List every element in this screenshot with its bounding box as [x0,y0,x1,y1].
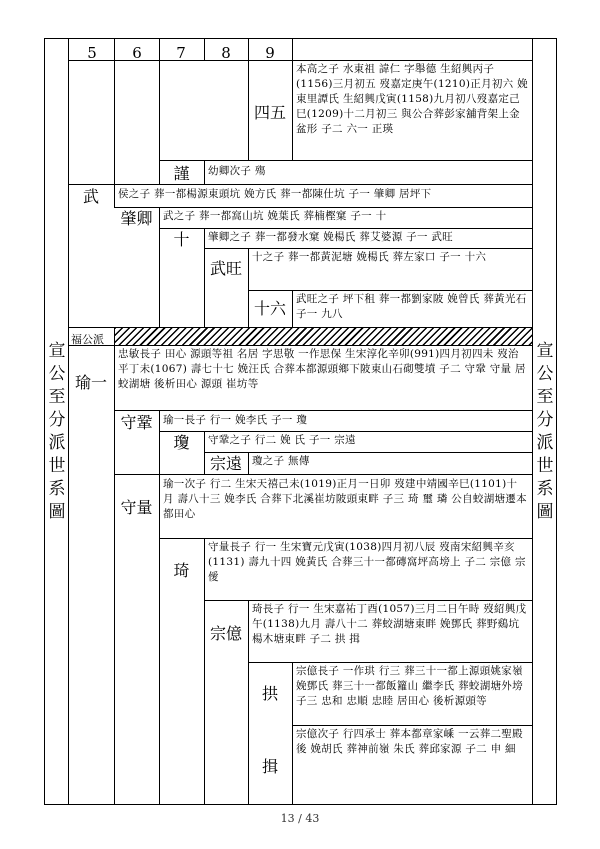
person-name: 武 [82,187,99,206]
column-header-6: 6 [132,44,142,62]
person-name: 宗遠 [209,454,242,473]
person-bio: 琦長子 行一 生宋嘉祐丁酉(1057)三月二日午時 歿紹興戊午(1138)九月 壽八十二 葬蛟湖塘東畔 娩鄧氏 葬野鷄坑楊木塘東畔 子二 拱 揖 [252,603,527,645]
person-name: 守鞏 [120,413,153,432]
person-name: 拱 [261,684,278,703]
person-bio: 守量長子 行一 生宋寶元戊寅(1038)四月初八辰 歿南宋紹興辛亥(1131) 壽九十四 娩黃氏 合葬三十一都磚窩坪高塝上 子二 宗億 宗僾 [208,541,526,583]
person-bio: 宗億次子 行四承士 葬本都章家嵊 一云葬二聖殿後 娩胡氏 葬神前嶺 朱氏 葬邱家源 子二 申 細 [296,728,523,755]
person-bio: 肇卿之子 葬一都發水窠 娩楊氏 葬艾婆源 子一 武旺 [208,231,453,243]
person-bio: 本高之子 水東祖 諱仁 字舉德 生紹興丙子(1156)三月初五 歿嘉定庚午(1210)正月初六 娩東里譚氏 生紹興戊寅(1158)九月初八歿嘉定己巳(1209)十二月初三 與公合葬彭家舖背架上金盆形 子二 六一 正瑛 [296,63,528,135]
person-name: 琦 [173,561,190,580]
person-bio: 十之子 葬一都黃泥塘 娩楊氏 葬左家口 子一 十六 [252,251,487,263]
branch-label: 福公派 [71,333,104,346]
person-bio: 幼卿次子 殤 [208,165,266,177]
column-header-7: 7 [176,44,186,62]
person-name: 十 [173,230,190,249]
side-title-right: 宣 公 至 分 派 世 系 圖 [536,341,554,522]
side-title-left: 宣 公 至 分 派 世 系 圖 [48,341,66,522]
person-bio: 宗億長子 一作珙 行三 葬三十一都上源頭姚家嶺 娩鄧氏 葬三十一都飯籮山 繼李氏 葬蛟湖塘外塝 子三 忠和 忠順 忠睦 居田心 後析源頭等 [296,665,523,707]
person-bio: 守鞏之子 行二 娩 氏 子一 宗遠 [208,434,356,446]
person-bio: 瓊之子 無傳 [252,455,310,467]
column-header-9: 9 [265,44,275,62]
person-name: 揖 [261,757,278,776]
branch-hatch-bar [114,328,532,345]
person-bio: 瑜一長子 行一 娩李氏 子一 瓊 [163,414,308,426]
column-header-8: 8 [221,44,231,62]
person-name: 肇卿 [120,209,153,228]
person-name: 瑜一 [74,373,107,392]
person-bio: 武之子 葬一都窩山坑 娩葉氏 葬楠樫窠 子一 十 [163,210,387,222]
person-name: 守量 [120,498,153,517]
person-name: 武旺 [209,259,242,278]
column-header-5: 5 [87,44,97,62]
person-name: 瓊 [173,433,190,452]
person-bio: 忠敏長子 田心 源頭等祖 名居 字思敬 一作思保 生宋淳化辛卯(991)四月初四未 歿治平丁未(1067) 壽七十七 娩汪氏 合葬本都源頭鄉下陂東山石砌雙墳 子二 守鞏 守量 居蛟湖塘 後析田心 源頭 崔坊等 [118,348,526,390]
person-name: 謹 [173,164,190,183]
page-number: 13 / 43 [280,812,320,825]
person-bio: 武旺之子 坪下租 葬一都劉家陂 娩曾氏 葬黃光石 子一 九八 [296,293,527,320]
person-name: 十六 [253,299,286,318]
person-bio: 瑜一次子 行二 生宋天禧己未(1019)正月一日卯 歿建中靖國辛巳(1101)十月 壽八十三 娩李氏 合葬下北溪崔坊陂頭東畔 子三 琦 璽 璘 公自蛟湖塘遷本都田心 [163,478,527,520]
person-name: 宗億 [209,624,242,643]
person-bio: 侯之子 葬一都楊源東頭坑 娩方氏 葬一都陳仕坑 子一 肇卿 居坪下 [118,188,432,200]
person-name: 四五 [253,103,286,122]
